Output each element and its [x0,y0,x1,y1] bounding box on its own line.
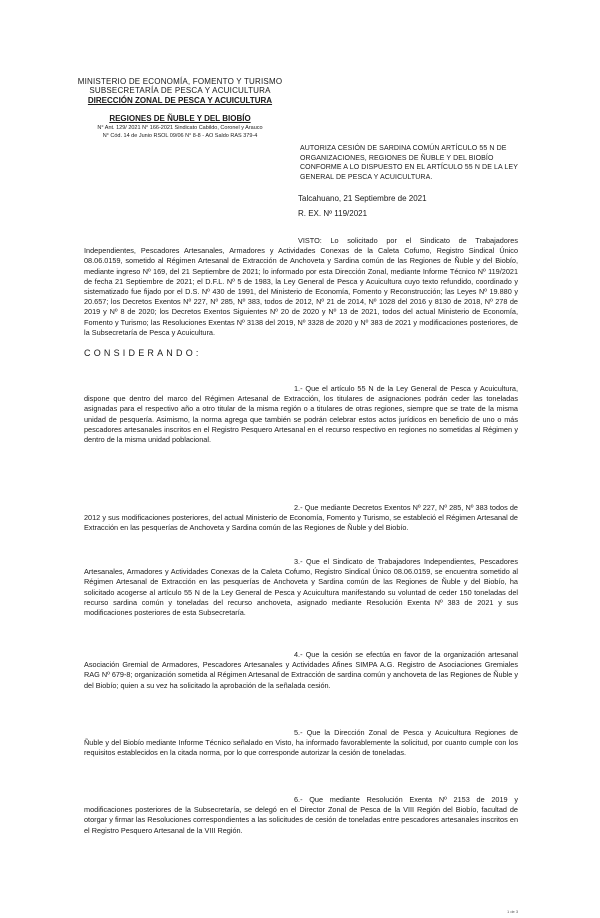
subsecretariat-name: SUBSECRETARÍA DE PESCA Y ACUICULTURA [89,86,271,95]
ministry-name: MINISTERIO DE ECONOMÍA, FOMENTO Y TURISMO [77,77,283,86]
regions-name: REGIONES DE ÑUBLE Y DEL BIOBÍO [109,114,251,123]
page-footer-mark: 1 de 3 [507,909,519,914]
considerando-item: 1.- Que el artículo 55 N de la Ley General de Pesca y Acuicultura, dispone que dentro del marco del Régimen Artesanal de Extracción, los titulares de asignaciones podrán ceder las toneladas asignadas para el respectivo año a otro titular de la misma región o a titulares de otras regiones, siempre que se trate de la misma unidad de pesquería. Asimismo, la norma agrega que también se podrán celebrar estos actos jurídicos en beneficio de uno o más pescadores artesanales inscritos en el Registro Pesquero Artesanal en el recurso respectivo en regiones no sometidas al Régimen y dentro de la misma unidad poblacional. [84,384,518,445]
directorate-name: DIRECCIÓN ZONAL DE PESCA Y ACUICULTURA [87,96,273,105]
place-date: Talcahuano, 21 Septiembre de 2021 [298,194,427,203]
resolution-subject: AUTORIZA CESIÓN DE SARDINA COMÚN ARTÍCULO 55 N DE ORGANIZACIONES, REGIONES DE ÑUBLE Y DEL BIOBÍO CONFORME A LO DISPUESTO EN EL ARTÍCULO 55 N DE LA LEY GENERAL DE PESCA Y ACUICULTURA. [300,145,518,181]
reference-line-1: N° Ant. 129/ 2021 N° 166-2021 Sindicato Cabildo, Coronel y Arauco [97,125,263,131]
considerando-item: 3.- Que el Sindicato de Trabajadores Independientes, Pescadores Artesanales, Armadores y Actividades Conexas de la Caleta Cofumo, Registro Sindical Único 08.06.0159, se encuentra sometido al Régimen Artesanal de Extracción en las pesquerías de Anchoveta y Sardina común de las Regiones de Ñuble y del Biobío, ha solicitado acogerse al artículo 55 N de la Ley General de Pesca y Acuicultura manifestando su voluntad de ceder 150 toneladas del recurso sardina común y toneladas del recurso anchoveta, asignado mediante Resolución Exenta Nº 383 de 2021 y sus modificaciones posteriores de esta Subsecretaría. [84,557,518,618]
institution-header [70,77,290,140]
considerando-item: 4.- Que la cesión se efectúa en favor de la organización artesanal Asociación Gremial de Armadores, Pescadores Artesanales y Actividades Afines SIMPA A.G. Registro de Asociaciones Gremiales RAG Nº 679-8; organización sometida al Régimen Artesanal de Extracción de sardina común y anchoveta de las Regiones de Ñuble y del Biobío; quien a su vez ha solicitado la aprobación de la señalada cesión. [84,650,518,690]
considerando-heading: CONSIDERANDO: [84,348,202,358]
visto-paragraph: VISTO: Lo solicitado por el Sindicato de Trabajadores Independientes, Pescadores Artesanales, Armadores y Actividades Conexas de la Caleta Cofumo, Registro Sindical Único 08.06.0159, sometido al Régimen Artesanal de Extracción de Anchoveta y Sardina común de las Regiones de Ñuble y del Biobío, mediante ingreso Nº 169, del 21 Septiembre de 2021; lo informado por esta Dirección Zonal, mediante Informe Técnico Nº 119/2021 de fecha 21 Septiembre de 2021; el D.F.L. Nº 5 de 1983, la Ley General de Pesca y Acuicultura cuyo texto refundido, coordinado y sistematizado fue fijado por el D.S. Nº 430 de 1991, del Ministerio de Economía, Fomento y Reconstrucción; las Leyes Nº 19.880 y 20.657; los Decretos Exentos Nº 227, Nº 285, Nº 383, todos de 2012, Nº 21 de 2014, Nº 1028 del 2016 y 8130 de 2018, Nº 278 de 2019 y Nº 8 de 2020; los Decretos Exentos Siguientes Nº 20 de 2020 y Nº 13 de 2021, todos del actual Ministerio de Economía, Fomento y Turismo; las Resoluciones Exentas Nº 3138 del 2019, Nº 3328 de 2020 y Nº 383 de 2021 y modificaciones posteriores, de la Subsecretaría de Pesca y Acuicultura. [84,236,518,337]
considerando-item: 5.- Que la Dirección Zonal de Pesca y Acuicultura Regiones de Ñuble y del Biobío mediante Informe Técnico señalado en Visto, ha informado favorablemente la solicitud, por cuanto cumple con los requisitos establecidos en la citada norma, por lo que corresponde autorizar la cesión de toneladas. [84,728,518,758]
resolution-number: R. EX. Nº 119/2021 [298,209,368,218]
considerando-item: 2.- Que mediante Decretos Exentos Nº 227, Nº 285, Nº 383 todos de 2012 y sus modificaciones posteriores, del actual Ministerio de Economía, Fomento y Turismo, se estableció el Régimen Artesanal de Extracción en las pesquerías de Anchoveta y Sardina común de las Regiones de Ñuble y del Biobío. [84,503,518,533]
reference-line-2: N° Cód. 14 de Junio RSOL 09/06 N° 8-8 - AO Saldo RAS 379-4 [102,133,258,139]
considerando-item: 6.- Que mediante Resolución Exenta Nº 2153 de 2019 y modificaciones posteriores de la Subsecretaría, se delegó en el Director Zonal de Pesca de la VIII Región del Biobío, facultad de otorgar y firmar las Resoluciones correspondientes a las solicitudes de cesión de toneladas entre pescadores artesanales inscritos en el Registro Pesquero Artesanal de la VIII Región. [84,795,518,835]
